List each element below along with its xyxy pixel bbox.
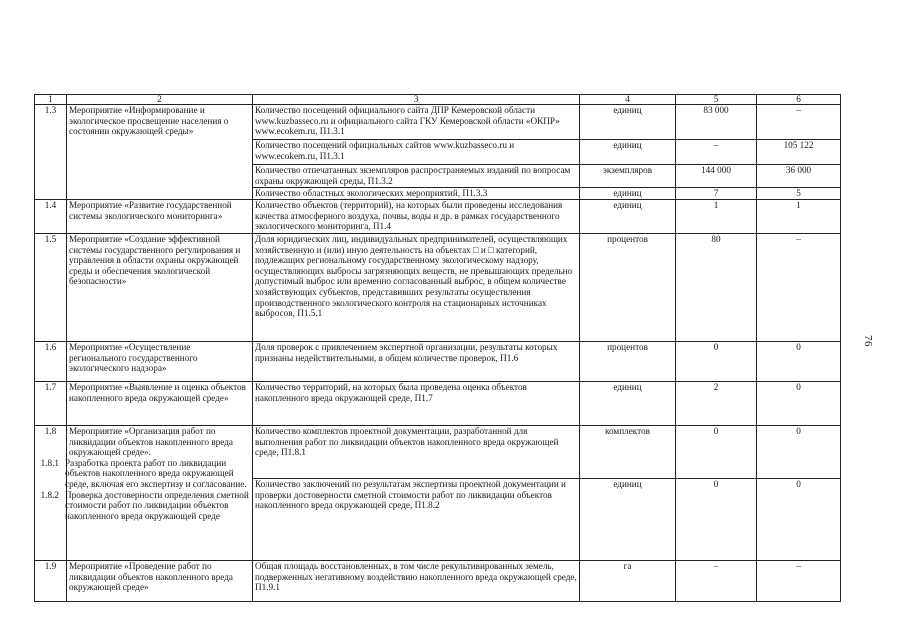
column-header: 6 [757, 95, 841, 105]
actual-value: 0 [757, 342, 841, 382]
indicators-table [34, 94, 841, 602]
sub-event-number: 1.8.1 [40, 457, 59, 468]
event-name: Мероприятие «Выявление и оценка объектов накопленного вреда окружающей среде» [67, 382, 253, 426]
sub-event-text: Проверка достоверности определения сметной стоимости работ по ликвидации объектов накопленного вреда окружающей среде [65, 489, 249, 521]
row-number: 1.3 [35, 105, 67, 200]
planned-value: – [676, 140, 757, 165]
actual-value: – [757, 234, 841, 342]
actual-value: – [757, 105, 841, 140]
row-number-main: 1.8 [44, 426, 57, 436]
table-row [35, 342, 841, 382]
indicator-unit: единиц [580, 382, 676, 426]
event-name: Мероприятие «Проведение работ по ликвидации объектов накопленного вреда окружающей среде» [67, 561, 253, 602]
row-number: 1.6 [35, 342, 67, 382]
indicator-text: Количество комплектов проектной документации, разработанной для выполнения работ по ликвидации объектов накопленного вреда окружающей среде, П1.8.1 [253, 426, 580, 479]
actual-value: 0 [757, 382, 841, 426]
table-row [35, 234, 841, 342]
table-row [35, 426, 841, 479]
indicator-unit: единиц [580, 140, 676, 165]
planned-value: 80 [676, 234, 757, 342]
indicator-text: Количество посещений официальных сайтов www.kuzbasseco.ru и www.ecokem.ru, П1.3.1 [253, 140, 580, 165]
indicator-unit: экземпляров [580, 165, 676, 188]
planned-value: 2 [676, 382, 757, 426]
indicator-unit: процентов [580, 234, 676, 342]
actual-value: – [757, 561, 841, 602]
actual-value: 105 122 [757, 140, 841, 165]
event-main: Мероприятие «Организация работ по ликвидации объектов накопленного вреда окружающей среде». [69, 426, 234, 458]
sub-event [37, 458, 250, 490]
column-header: 2 [67, 95, 253, 105]
event-name: Мероприятие «Развитие государственной системы экологического мониторинга» [67, 200, 253, 234]
event-name [40, 426, 253, 561]
indicator-text: Количество территорий, на которых была проведена оценка объектов накопленного вреда окружающей среде, П1.7 [253, 382, 580, 426]
planned-value: 0 [676, 342, 757, 382]
table-row [35, 561, 841, 602]
indicator-unit: комплектов [580, 426, 676, 479]
row-number: 1.9 [35, 561, 67, 602]
page-number: 76 [862, 335, 874, 347]
actual-value: 5 [757, 188, 841, 200]
indicator-text: Количество посещений официального сайта ДПР Кемеровской области www.kuzbasseco.ru и официального сайта ГКУ Кемеровской области «ОКПР» www.ecokem.ru, П1.3.1 [253, 105, 580, 140]
table-row [35, 382, 841, 426]
planned-value: 0 [676, 426, 757, 479]
indicator-text: Количество объектов (территорий), на которых были проведены исследования качества атмосферного воздуха, почвы, воды и др. в рамках государственного экологического мониторинга, П1.4 [253, 200, 580, 234]
row-number: 1.4 [35, 200, 67, 234]
table-header-row [35, 95, 841, 105]
column-header: 1 [35, 95, 67, 105]
indicator-unit: единиц [580, 200, 676, 234]
event-name: Мероприятие «Информирование и экологическое просвещение населения о состоянии окружающей среды» [67, 105, 253, 200]
indicator-text: Общая площадь восстановленных, в том числе рекультивированных земель, подверженных негативному воздействию накопленного вреда окружающей среде, П1.9.1 [253, 561, 580, 602]
actual-value: 0 [757, 426, 841, 479]
row-number: 1.5 [35, 234, 67, 342]
indicator-text: Количество областных экологических мероприятий, П1.3.3 [253, 188, 580, 200]
indicator-text: Количество заключений по результатам экспертизы проектной документации и проверки достоверности сметной стоимости работ по ликвидации объектов накопленного вреда окружающей среде, П1.8.2 [253, 479, 580, 561]
column-header: 4 [580, 95, 676, 105]
indicator-text: Доля проверок с привлечением экспертной организации, результаты которых признаны недействительными, в общем количестве проверок, П1.6 [253, 342, 580, 382]
planned-value: 83 000 [676, 105, 757, 140]
column-header: 3 [253, 95, 580, 105]
row-number: 1.7 [35, 382, 67, 426]
sub-event-number: 1.8.2 [40, 489, 59, 500]
planned-value: 1 [676, 200, 757, 234]
sub-event [37, 490, 250, 522]
indicator-unit: единиц [580, 105, 676, 140]
actual-value: 1 [757, 200, 841, 234]
actual-value: 36 000 [757, 165, 841, 188]
planned-value: 0 [676, 479, 757, 561]
sub-event-text: Разработка проекта работ по ликвидации объектов накопленного вреда окружающей среде, включая его экспертизу и согласование. [65, 457, 247, 489]
planned-value: 144 000 [676, 165, 757, 188]
indicator-text: Количество отпечатанных экземпляров распространяемых изданий по вопросам охраны окружающей среды, П1.3.2 [253, 165, 580, 188]
event-name: Мероприятие «Осуществление регионального государственного экологического надзора» [67, 342, 253, 382]
indicator-unit: га [580, 561, 676, 602]
planned-value: 7 [676, 188, 757, 200]
table-row [35, 105, 841, 140]
actual-value: 0 [757, 479, 841, 561]
indicator-unit: единиц [580, 479, 676, 561]
indicator-text: Доля юридических лиц, индивидуальных предпринимателей, осуществляющих хозяйственную и (или) иную деятельность на объектах □ и □ категорий, подлежащих региональному государственному экологическому надзору, осуществляющих выбросы загрязняющих веществ, не превышающих предельно допустимый выброс или временно согласованный выброс, в общем количестве хозяйствующих субъектов, представивших результаты осуществления производственного экологического контроля на стационарных источниках выбросов, П1.5.1 [253, 234, 580, 342]
table-row [35, 200, 841, 234]
planned-value: – [676, 561, 757, 602]
column-header: 5 [676, 95, 757, 105]
event-name: Мероприятие «Создание эффективной системы государственного регулирования и управления в области охраны окружающей среды и обеспечения экологической безопасности» [67, 234, 253, 342]
indicator-unit: процентов [580, 342, 676, 382]
indicator-unit: единиц [580, 188, 676, 200]
